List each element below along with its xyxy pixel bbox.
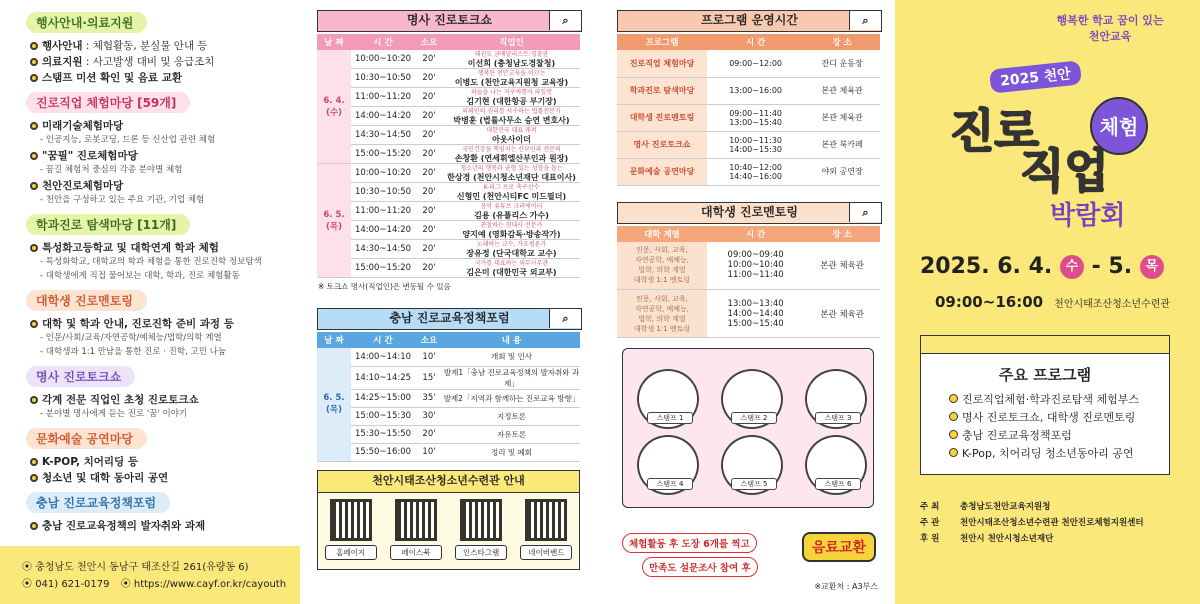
bullet-icon [30,396,38,404]
talk-speaker [443,50,580,69]
item-title: 의료지원 [42,56,83,68]
org-role: 주 관 [920,518,940,528]
talk-table [317,34,580,278]
search-icon: ⌕ [549,309,581,328]
item-title: 청소년 및 대학 동아리 공연 [42,472,169,484]
qr-guide [317,470,580,570]
stamp-label: 스탬프 6 [815,478,861,490]
talk-speaker [443,202,580,221]
speaker-name: 한상경 (천안시청소년재단 대표이사) [447,173,576,182]
forum-duration: 15' [415,366,443,389]
panel-operating [600,0,895,604]
talk-time: 10:00~10:20 [351,164,415,183]
talk-duration: 20' [415,126,443,145]
speaker-name: 이선희 (충청남도경찰청) [467,59,556,68]
main-programs-title: 주요 프로그램 [998,366,1092,384]
forum-duration: 10' [415,348,443,366]
talk-duration: 20' [415,69,443,88]
qr-item[interactable] [325,499,377,560]
forum-header [317,308,582,330]
title-cheheom: 체험 [1090,97,1148,155]
forum-title: 충남 진로교육정책포럼 [389,311,510,325]
panel-program-info [0,0,300,604]
title-jinro: 진로 [950,104,1039,158]
prog-place: 본관 북카페 [804,131,880,158]
stamp-label: 스탬프 4 [647,478,693,490]
bullet-icon [30,458,38,466]
speaker-desc: 국민건강을 책임지는 산부인과 전문의 [462,146,561,153]
prog-name: 학과진로 탐색마당 [617,77,707,104]
stamp-card [622,348,874,508]
table-row [617,50,880,77]
speaker-name: 손창환 (연세휘엘산부인과 원장) [454,154,569,163]
cover-title [940,55,1150,240]
prog-name: 대학생 진로멘토링 [617,104,707,131]
search-icon: ⌕ [849,11,881,30]
talk-speaker [443,183,580,202]
table-row [617,242,880,290]
date-end: - 5. [1091,254,1133,279]
event-time: 09:00~16:00 [935,293,1044,311]
table-row [317,240,580,259]
forum-time: 15:30~15:50 [351,425,415,443]
prog-name: 진로직업 체험마당 [617,50,707,77]
category-label: 학과진로 탐색마당 [11개] [26,214,190,235]
forum-time: 14:00~14:10 [351,348,415,366]
table-row [317,88,580,107]
table-header: 날 짜 [317,332,351,348]
prog-title: 프로그램 운영시간 [701,13,798,27]
item-title: 대학 및 학과 안내, 진로진학 준비 과정 등 [42,318,234,330]
item-sub: - 꿈길 체험처 중심의 각종 분야별 체험 [40,165,183,175]
forum-time: 14:10~14:25 [351,366,415,389]
category-item [30,455,300,469]
category-label: 대학생 진로멘토링 [26,290,147,311]
speaker-name: 김은미 (대한민국 외교부) [466,268,557,277]
table-row [317,69,580,88]
address: 충청남도 천안시 동남구 태조산길 261(유량동 6) [35,562,249,573]
qr-code[interactable] [460,499,502,541]
prog-time: 09:00~12:00 [707,50,804,77]
table-row [617,77,880,104]
forum-time: 15:00~15:30 [351,407,415,425]
speaker-name: 박병훈 (법률사무소 승연 변호사) [453,116,570,125]
forum-content: 지정토론 [443,407,580,425]
talk-time: 11:00~11:20 [351,202,415,221]
prog-time: 10:40~12:00 14:40~16:00 [707,158,804,185]
bullet-icon [30,320,38,328]
talk-time: 10:30~10:50 [351,69,415,88]
speaker-desc: K-리그 프로 축구선수 [483,184,540,191]
location-icon: ⦿ [22,562,32,573]
main-program-item: 진로직업체험·학과진로탐색 체험부스 [949,391,1169,407]
web-icon: ⦿ [120,579,131,590]
speaker-name: 신형민 (천안시티FC 미드필더) [456,192,567,201]
prog-name: 문화예술 공연마당 [617,158,707,185]
bullet-icon [30,474,38,482]
item-text: : 사고발생 대비 및 응급조치 [82,56,215,68]
talk-duration: 20' [415,107,443,126]
table-row [317,107,580,126]
talk-speaker [443,126,580,145]
main-programs [920,335,1170,475]
prog-place: 야외 공연장 [804,158,880,185]
table-row [317,145,580,164]
speaker-name: 아웃사이더 [492,135,531,144]
forum-content: 자유토론 [443,425,580,443]
item-sub: - 천안을 구성하고 있는 주요 기관, 기업 체험 [40,195,205,205]
forum-time: 15:50~16:00 [351,443,415,461]
stamp-slot [805,369,867,429]
slogan: 행복한 학교 꿈이 있는 천안교육 [1056,14,1164,43]
qr-item[interactable] [390,499,442,560]
item-sub: - 분야별 명사에게 듣는 진로 '꿈' 이야기 [40,409,188,419]
talk-time: 14:00~14:20 [351,221,415,240]
table-header: 시 간 [351,34,415,50]
table-row [617,131,880,158]
table-row [317,366,580,389]
talk-duration: 20' [415,202,443,221]
item-sub: - 특성화학교, 대학교의 학과 체험을 통한 진로진학 정보탐색 [40,257,262,267]
talk-time: 14:00~14:20 [351,107,415,126]
category-item [30,393,300,407]
website-link[interactable]: https://www.cayf.or.kr/cayouth [133,579,287,590]
table-header: 장 소 [804,34,880,50]
talk-duration: 20' [415,50,443,69]
bullet-icon [30,182,38,190]
stamp-slot [721,435,783,495]
table-header: 날 짜 [317,34,351,50]
prog-time: 13:00~16:00 [707,77,804,104]
prog-time: 10:00~11:30 14:00~15:30 [707,131,804,158]
talk-speaker [443,145,580,164]
category-item [30,55,300,69]
table-row [317,126,580,145]
talk-date: 6. 4. (수) [317,50,351,164]
exchange-line2: 만족도 설문조사 참여 후 [642,557,758,577]
main-program-item: 명사 진로토크쇼, 대학생 진로멘토링 [949,409,1169,425]
qr-item[interactable] [455,499,507,560]
speaker-desc: 대한민국 대표 래퍼 [486,127,537,134]
table-row [617,290,880,338]
talk-duration: 20' [415,259,443,278]
bullet-icon [30,152,38,160]
table-header: 시 간 [707,34,804,50]
item-title: 스탬프 미션 확인 및 음료 교환 [42,72,182,84]
prog-table [617,34,880,186]
forum-time: 14:25~15:00 [351,389,415,407]
talk-header [317,10,582,32]
qr-code[interactable] [525,499,567,541]
org-name: 천안시 천안시청소년재단 [960,534,1054,544]
table-row [317,50,580,69]
stamp-slot [637,369,699,429]
event-time-venue [935,292,1170,311]
title-jigeop: 직업 [1020,144,1109,198]
speaker-desc: 관찰하는 현대사 전문가 [480,222,543,229]
speaker-desc: 하늘을 나는 지구여행자 파일럿 [470,89,553,96]
prog-name: 명사 진로토크쇼 [617,131,707,158]
talk-speaker [443,221,580,240]
prog-place: 본관 체육관 [804,77,880,104]
panel-cover [895,0,1200,604]
category-item [30,241,300,255]
speaker-desc: 태권도 금메달리스트·경찰관 [474,51,549,58]
item-text: : 체험활동, 분실물 안내 등 [82,40,208,52]
mentor-table [617,226,880,339]
org-name: 충청남도천안교육지원청 [960,502,1051,512]
table-header: 소요 [415,332,443,348]
mentor-header [617,202,882,224]
exchange-line1: 체험활동 후 도장 6개를 찍고 [622,533,757,553]
main-programs-bar [921,336,1169,354]
table-header: 대학 계열 [617,226,707,242]
talk-time: 14:30~14:50 [351,240,415,259]
table-header: 프로그램 [617,34,707,50]
forum-duration: 35' [415,389,443,407]
forum-content: 발제2「지역과 함께하는 진로교육 방향」 [443,389,580,407]
stamp-slot [637,435,699,495]
category-item [30,39,300,53]
bullet-icon [30,122,38,130]
qr-label[interactable]: 홈페이지 [325,545,377,560]
talk-speaker [443,88,580,107]
talk-speaker [443,69,580,88]
exchange-badge: 음료교환 [802,532,876,562]
table-header: 시 간 [351,332,415,348]
item-sub: - 대학생에게 직접 물어보는 대학, 학과, 진로 체험활동 [40,271,240,281]
bullet-icon [30,58,38,66]
category-item [30,519,300,533]
day-thu: 목 [1140,255,1164,279]
talk-duration: 20' [415,221,443,240]
category-list [0,0,300,533]
bullet-icon [30,522,38,530]
prog-time: 09:00~11:40 13:00~15:40 [707,104,804,131]
qr-label[interactable]: 네이버밴드 [520,545,572,560]
main-program-item: K-Pop, 치어리딩 청소년동아리 공연 [949,445,1169,461]
event-date [920,254,1164,279]
talk-time: 14:30~14:50 [351,126,415,145]
item-title: 각계 전문 직업인 초청 진로토크쇼 [42,394,199,406]
bullet-icon [30,42,38,50]
mentor-place: 본관 체육관 [804,290,880,338]
org-role: 후 원 [920,534,940,544]
item-title: 천안진로체험마당 [42,180,124,192]
organizers [920,496,1180,548]
search-icon: ⌕ [549,11,581,30]
bullet-icon [30,74,38,82]
forum-duration: 30' [415,407,443,425]
org-row [920,500,1180,512]
exchange-info [622,532,882,592]
event-venue: 천안시태조산청소년수련관 [1054,299,1171,310]
talk-time: 10:30~10:50 [351,183,415,202]
qr-title: 천안시태조산청소년수련관 안내 [318,471,579,493]
forum-date: 6. 5. (목) [317,348,351,461]
main-program-item: 충남 진로교육정책포럼 [949,427,1169,443]
forum-content: 발제1「충남 진로교육정책의 발자취와 과제」 [443,367,580,388]
table-row [317,183,580,202]
qr-item[interactable] [520,499,572,560]
prog-place: 본관 체육관 [804,104,880,131]
table-row [617,158,880,185]
mentor-times: 09:00~09:40 10:00~10:40 11:00~11:40 [707,242,804,290]
event-year: 2025 천안 [989,60,1082,93]
table-row [317,164,580,183]
stamp-slot [721,369,783,429]
talk-duration: 20' [415,145,443,164]
table-row [317,443,580,461]
mentor-group: 인문, 사회, 교육, 자연공학, 예체능, 법학, 의학 계열 대학생 1:1 멘토링 [617,242,707,290]
table-row [617,104,880,131]
forum-table [317,332,580,462]
forum-duration: 20' [415,425,443,443]
search-icon: ⌕ [849,203,881,222]
org-name: 천안시태조산청소년수련관 천안진로체험지원센터 [960,518,1144,528]
phone: 041) 621-0179 [35,579,110,590]
qr-label[interactable]: 인스타그램 [455,545,507,560]
item-title: "꿈필" 진로체험마당 [42,150,138,162]
category-label: 충남 진로교육정책포럼 [26,492,170,513]
category-item [30,149,300,163]
item-title: 행사안내 [42,40,83,52]
speaker-name: 장유정 (단국대학교 교수) [466,249,557,258]
org-row [920,532,1180,544]
item-sub: - 인문/사회/교육/자연공학/예체능/법학/의학 계열 [40,333,222,343]
talk-time: 15:00~15:20 [351,259,415,278]
item-title: 충남 진로교육정책의 발자취와 과제 [42,520,206,532]
talk-duration: 20' [415,240,443,259]
item-title: 특성화고등학교 및 대학연계 학과 체험 [42,242,219,254]
stamp-label: 스탬프 2 [731,412,777,424]
category-item [30,179,300,193]
table-header: 장 소 [804,226,880,242]
qr-code[interactable] [330,499,372,541]
stamp-label: 스탬프 5 [731,478,777,490]
org-role: 주 최 [920,502,940,512]
table-row [317,389,580,407]
phone-icon: ⦿ [22,579,32,590]
title-expo: 박람회 [1050,201,1126,231]
item-sub: - 인공지능, 로봇코딩, 드론 등 신산업 관련 체험 [40,135,216,145]
speaker-desc: 국가를 대표하는 외무사무관 [474,260,549,267]
category-label: 문화예술 공연마당 [26,428,147,449]
mentor-times: 13:00~13:40 14:00~14:40 15:00~15:40 [707,290,804,338]
exchange-note: ※교환처 : A3부스 [814,582,878,591]
mentor-group: 인문, 사회, 교육, 자연공학, 예체능, 법학, 의학 계열 대학생 1:1 멘토링 [617,290,707,338]
table-header: 소요 [415,34,443,50]
table-row [317,425,580,443]
table-row [317,202,580,221]
talk-time: 15:00~15:20 [351,145,415,164]
category-item [30,317,300,331]
speaker-desc: 의뢰인의 권리를 사수하는 법률전문가 [462,108,561,115]
speaker-name: 김기현 (대한항공 부기장) [466,97,557,106]
category-item [30,71,300,85]
stamp-slot [805,435,867,495]
talk-time: 10:00~10:20 [351,50,415,69]
table-row [317,407,580,425]
table-header: 내 용 [443,332,580,348]
speaker-name: 이병도 (천안교육지원청 교육장) [454,78,569,87]
talk-speaker [443,107,580,126]
qr-code[interactable] [395,499,437,541]
table-row [317,259,580,278]
contact-footer [0,546,300,604]
talk-note: ※ 토크쇼 명사(직업인)은 변동될 수 있음 [318,282,451,291]
org-row [920,516,1180,528]
speaker-desc: 청소년의 행복과 균형 있는 성장을 돕는 [460,165,563,172]
forum-content: 정리 및 폐회 [443,443,580,461]
talk-speaker [443,164,580,183]
item-title: K-POP, 치어리딩 등 [42,456,138,468]
talk-duration: 20' [415,183,443,202]
category-label: 명사 진로토크쇼 [26,366,135,387]
talk-speaker [443,259,580,278]
talk-speaker [443,240,580,259]
speaker-name: 김용 (유플리스 가수) [474,211,549,220]
category-item [30,471,300,485]
table-row [317,221,580,240]
day-wed: 수 [1060,255,1084,279]
speaker-desc: 노래하는 교수, 가요평론가 [476,241,547,248]
qr-label[interactable]: 페이스북 [390,545,442,560]
mentor-title: 대학생 진로멘토링 [701,204,798,219]
date-start: 2025. 6. 4. [920,254,1053,279]
talk-duration: 20' [415,88,443,107]
speaker-desc: 행복한 천안교육을 이끄는 [477,70,546,77]
speaker-desc: 음악 유튜브 크리에이터 [480,203,543,210]
talk-time: 11:00~11:20 [351,88,415,107]
forum-duration: 10' [415,443,443,461]
panel-schedules [300,0,600,604]
speaker-name: 양지예 (영화감독·방송작가) [462,230,561,239]
category-label: 행사안내·의료지원 [26,12,147,33]
stamp-label: 스탬프 1 [647,412,693,424]
table-row [317,348,580,366]
prog-header [617,10,882,32]
mentor-place: 본관 체육관 [804,242,880,290]
item-sub: - 대학생과 1:1 만남을 통한 진로 · 진학, 고민 나눔 [40,347,227,357]
category-item [30,119,300,133]
category-label: 진로직업 체험마당 [59개] [26,92,190,113]
talk-duration: 20' [415,164,443,183]
bullet-icon [30,244,38,252]
talk-title: 명사 진로토크쇼 [406,13,493,27]
talk-date: 6. 5. (목) [317,164,351,278]
table-header: 시 간 [707,226,804,242]
forum-content: 개회 및 인사 [443,348,580,366]
stamp-label: 스탬프 3 [815,412,861,424]
table-header: 직업인 [443,34,580,50]
item-title: 미래기술체험마당 [42,120,124,132]
prog-place: 잔디 운동장 [804,50,880,77]
